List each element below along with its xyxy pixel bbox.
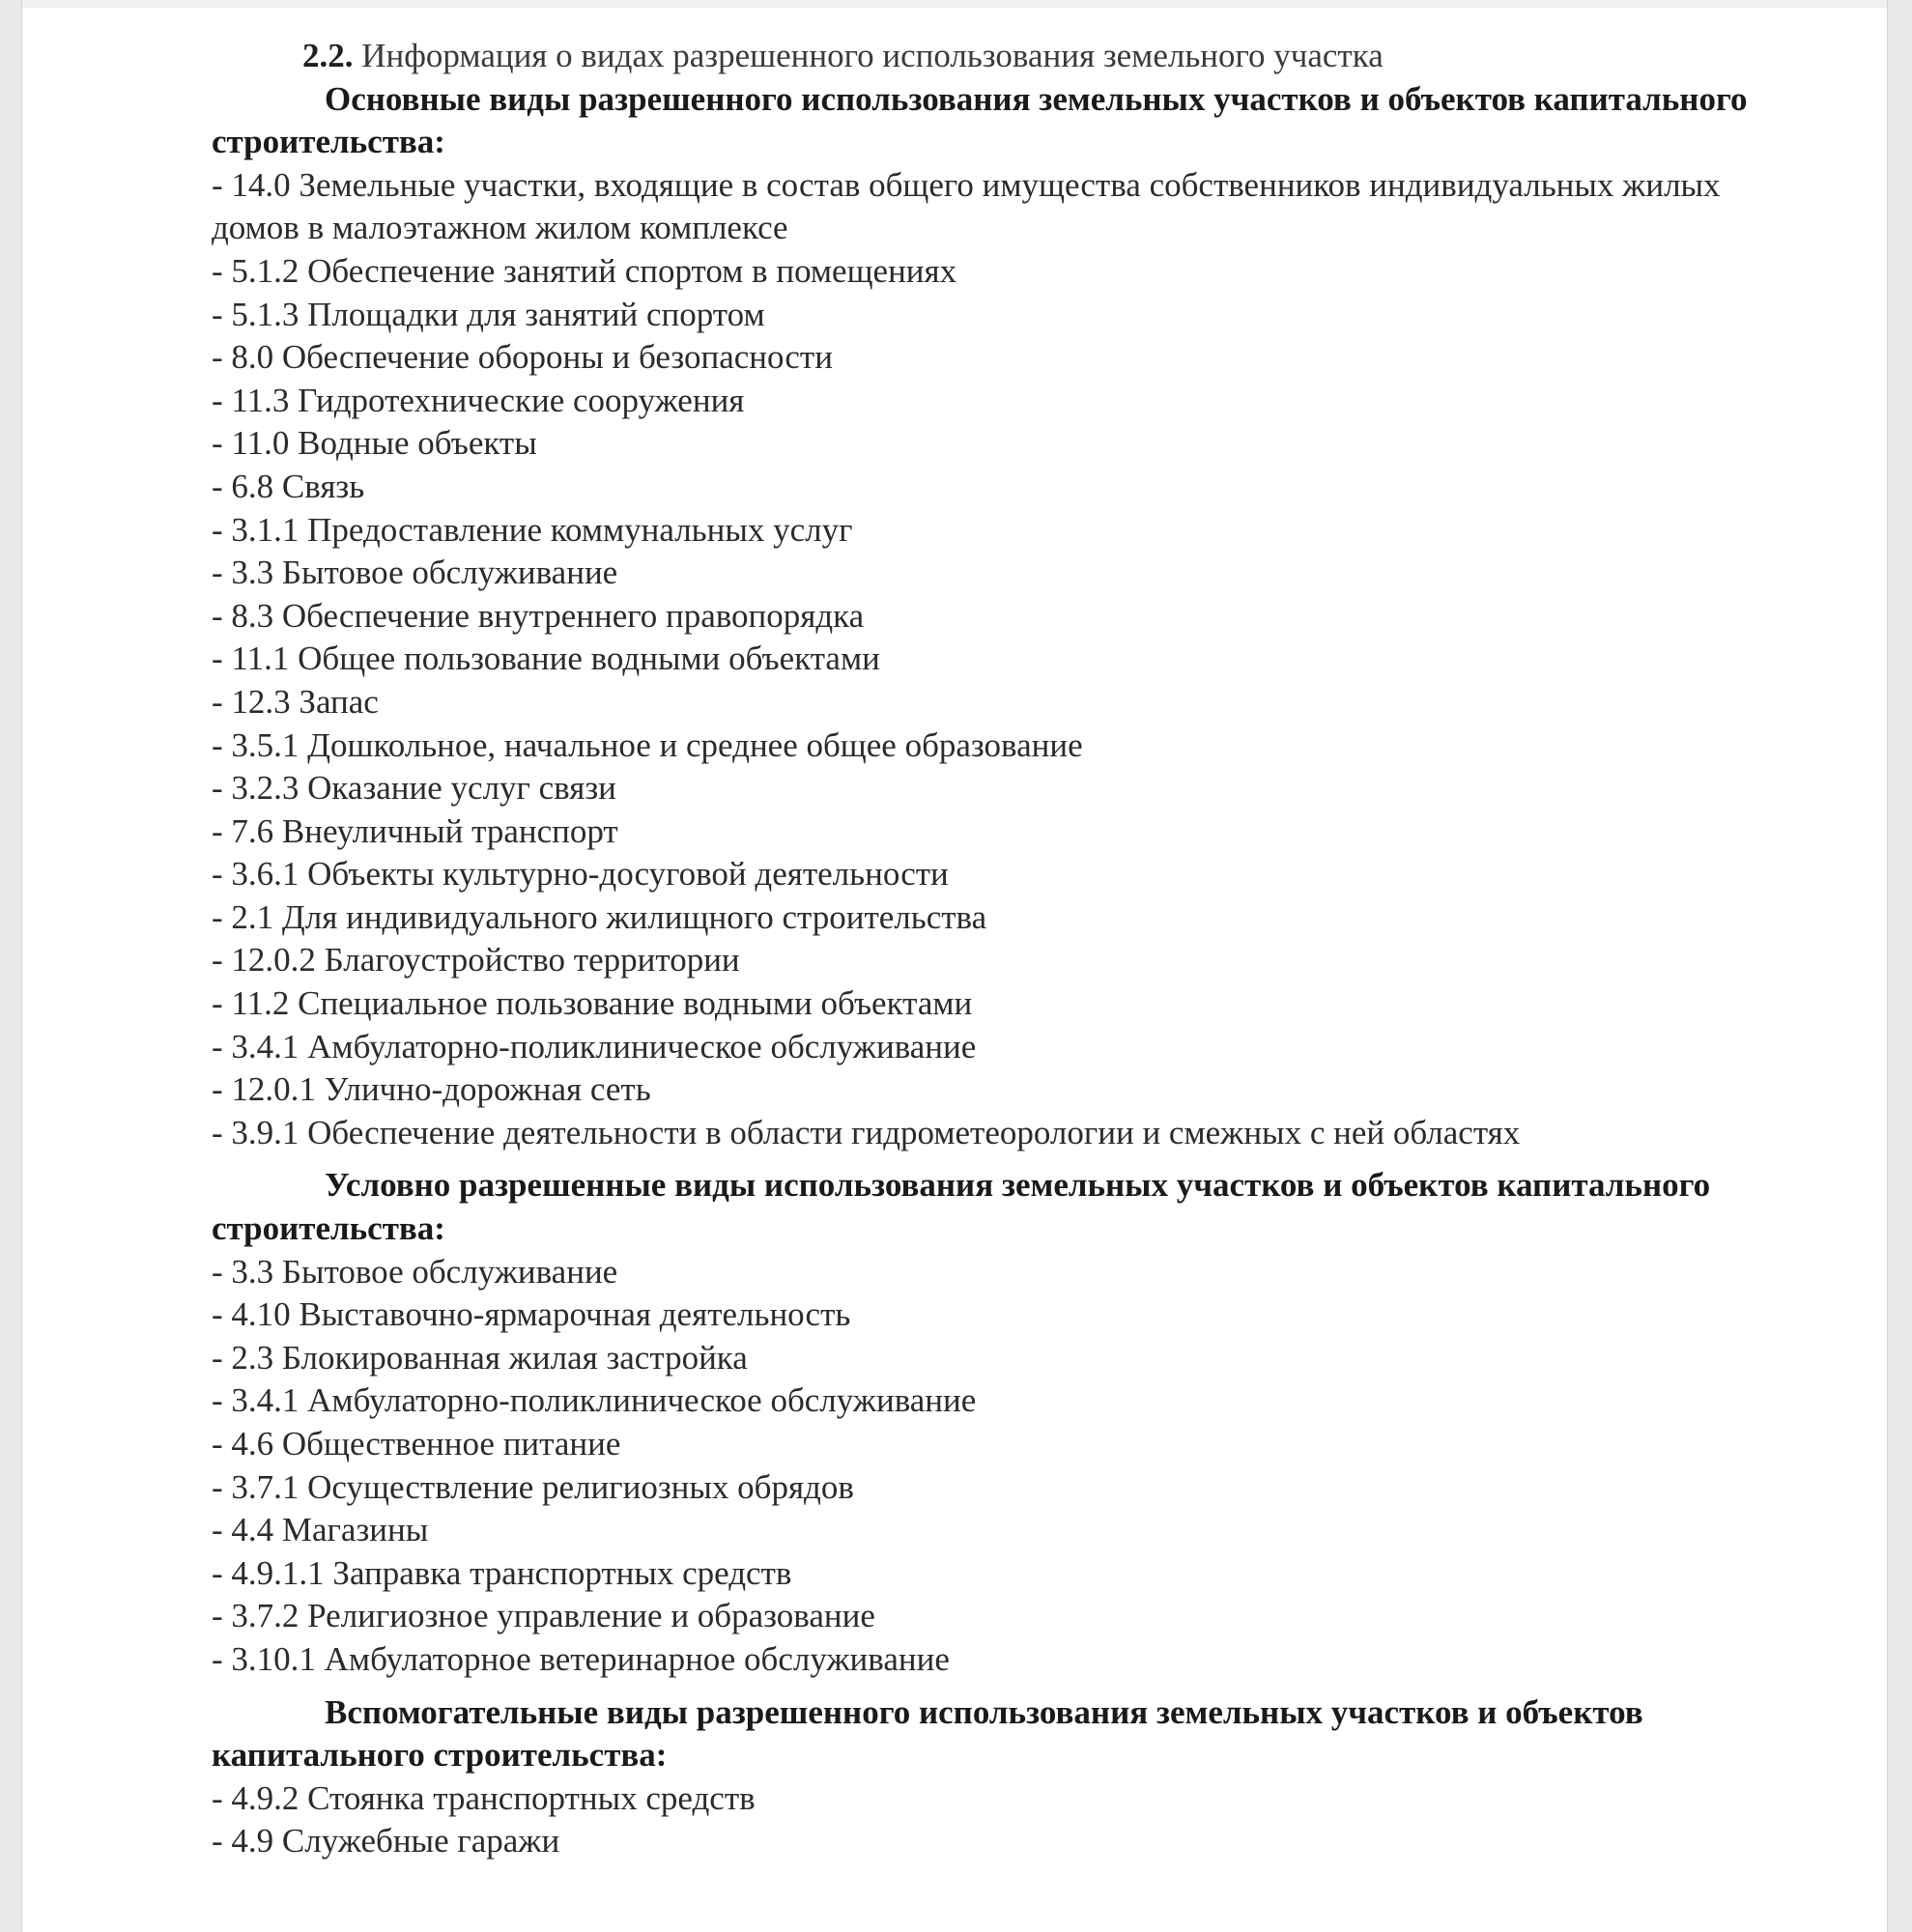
document-content (212, 35, 1815, 1863)
conditional-uses-list (212, 1251, 1815, 1682)
section-title: Информация о видах разрешенного использования земельного участка (361, 37, 1384, 74)
list-item: - 12.3 Запас (212, 682, 379, 721)
list-item: - 8.0 Обеспечение обороны и безопасности (212, 338, 833, 377)
list-item: - 4.9.1.1 Заправка транспортных средств (212, 1553, 792, 1592)
list-item: - 14.0 Земельные участки, входящие в состав общего имущества собственников индивидуальных жилых домов в малоэтажном жилом комплексе (212, 165, 1721, 247)
list-item: - 4.6 Общественное питание (212, 1425, 621, 1463)
list-item: - 7.6 Внеуличный транспорт (212, 811, 618, 850)
list-item: - 11.3 Гидротехнические сооружения (212, 381, 745, 419)
list-item: - 2.1 Для индивидуального жилищного строительства (212, 897, 987, 936)
main-uses-list (212, 164, 1815, 1155)
list-item: - 11.2 Специальное пользование водными объектами (212, 984, 973, 1023)
list-item: - 4.4 Магазины (212, 1511, 429, 1549)
auxiliary-uses-list (212, 1777, 1815, 1863)
page-top-edge (22, 0, 1887, 8)
list-item: - 12.0.1 Улично-дорожная сеть (212, 1070, 651, 1109)
section-number: 2.2. (302, 37, 354, 74)
list-item: - 5.1.3 Площадки для занятий спортом (212, 295, 765, 333)
main-uses-heading: Основные виды разрешенного использования земельных участков и объектов капитального строительства: (212, 79, 1748, 161)
list-item: - 3.7.1 Осуществление религиозных обрядов (212, 1467, 854, 1506)
list-item: - 3.1.1 Предоставление коммунальных услуг (212, 510, 853, 549)
list-item: - 4.10 Выставочно-ярмарочная деятельность (212, 1295, 851, 1334)
list-item: - 8.3 Обеспечение внутреннего правопорядка (212, 596, 865, 635)
list-item: - 3.3 Бытовое обслуживание (212, 1252, 618, 1291)
list-item: - 3.9.1 Обеспечение деятельности в области гидрометеорологии и смежных с ней областях (212, 1113, 1521, 1151)
section-heading (212, 35, 1815, 78)
list-item: - 3.2.3 Оказание услуг связи (212, 769, 616, 808)
list-item: - 4.9 Служебные гаражи (212, 1822, 560, 1861)
auxiliary-uses-heading: Вспомогательные виды разрешенного использования земельных участков и объектов капитального строительства: (212, 1692, 1643, 1775)
list-item: - 3.7.2 Религиозное управление и образование (212, 1597, 875, 1635)
list-item: - 2.3 Блокированная жилая застройка (212, 1338, 748, 1377)
list-item: - 3.3 Бытовое обслуживание (212, 554, 618, 592)
list-item: - 3.5.1 Дошкольное, начальное и среднее общее образование (212, 725, 1083, 764)
list-item: - 3.10.1 Амбулаторное ветеринарное обслуживание (212, 1639, 950, 1678)
list-item: - 6.8 Связь (212, 467, 365, 505)
conditional-uses-heading: Условно разрешенные виды использования земельных участков и объектов капитального строительства: (212, 1166, 1711, 1248)
list-item: - 12.0.2 Благоустройство территории (212, 941, 740, 980)
list-item: - 11.1 Общее пользование водными объектами (212, 639, 880, 678)
list-item: - 3.4.1 Амбулаторно-поликлиническое обслуживание (212, 1027, 977, 1065)
list-item: - 4.9.2 Стоянка транспортных средств (212, 1778, 756, 1817)
list-item: - 11.0 Водные объекты (212, 424, 537, 463)
list-item: - 3.6.1 Объекты культурно-досуговой деятельности (212, 855, 949, 894)
list-item: - 5.1.2 Обеспечение занятий спортом в помещениях (212, 251, 957, 290)
document-page (21, 0, 1888, 1932)
list-item: - 3.4.1 Амбулаторно-поликлиническое обслуживание (212, 1381, 977, 1420)
